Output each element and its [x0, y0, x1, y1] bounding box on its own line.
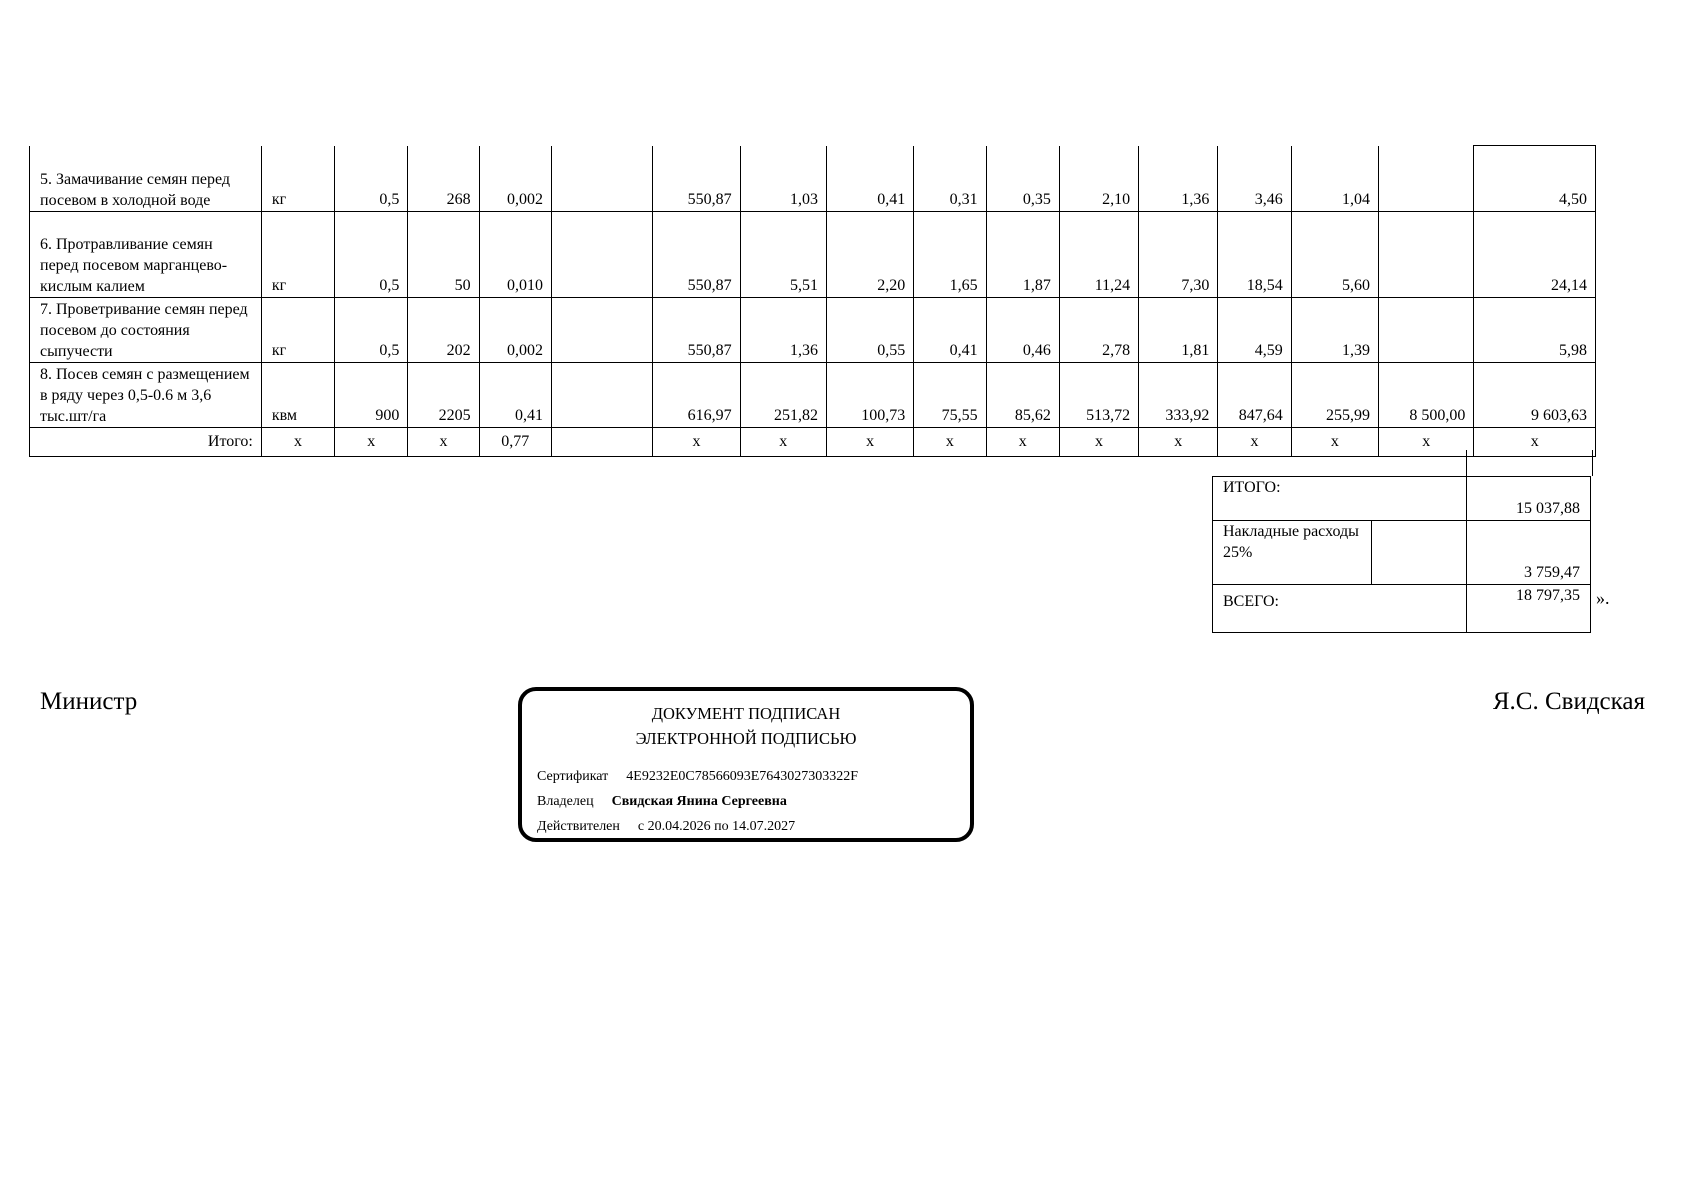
unit-cell: кг [261, 146, 334, 212]
value-cell: 268 [408, 146, 479, 212]
total-row [30, 428, 1596, 457]
value-cell: 100,73 [826, 363, 913, 428]
value-cell: 550,87 [653, 212, 740, 298]
value-cell: 8 500,00 [1379, 363, 1474, 428]
total-value-cell: х [1379, 428, 1474, 457]
electronic-signature-stamp [518, 687, 974, 842]
value-cell: 1,65 [914, 212, 986, 298]
total-value-cell: х [653, 428, 740, 457]
value-cell: 900 [335, 363, 408, 428]
value-cell [1379, 298, 1474, 363]
value-cell: 513,72 [1059, 363, 1138, 428]
value-cell: 255,99 [1291, 363, 1378, 428]
stamp-owner-value: Свидская Янина Сергеевна [611, 794, 787, 809]
value-cell: 2,10 [1059, 146, 1138, 212]
stamp-validity-row [537, 814, 970, 839]
value-cell: 4,50 [1474, 146, 1596, 212]
operation-name-cell: 8. Посев семян с размещением в ряду через 0,5-0.6 м 3,6 тыс.шт/га [30, 363, 262, 428]
value-cell: 0,002 [479, 146, 551, 212]
value-cell: 5,51 [740, 212, 826, 298]
total-value-cell: х [826, 428, 913, 457]
value-cell: 3,46 [1218, 146, 1291, 212]
value-cell: 0,010 [479, 212, 551, 298]
value-cell: 18,54 [1218, 212, 1291, 298]
stamp-validity-value: с 20.04.2026 по 14.07.2027 [637, 819, 796, 834]
overhead-value: 3 759,47 [1467, 521, 1591, 585]
overhead-empty-cell [1372, 521, 1467, 585]
value-cell [551, 212, 652, 298]
total-value-cell: х [261, 428, 334, 457]
value-cell: 0,41 [826, 146, 913, 212]
stamp-owner-row [537, 789, 970, 814]
value-cell: 0,5 [335, 212, 408, 298]
summary-table [1212, 476, 1591, 633]
value-cell: 550,87 [653, 298, 740, 363]
signatory-name: Я.С. Свидская [1492, 688, 1645, 715]
value-cell: 2,20 [826, 212, 913, 298]
operation-name-cell: 6. Протравливание семян перед посевом марганцево-кислым калием [30, 212, 262, 298]
value-cell: 0,002 [479, 298, 551, 363]
value-cell: 1,87 [986, 212, 1059, 298]
value-cell: 0,46 [986, 298, 1059, 363]
value-cell: 75,55 [914, 363, 986, 428]
value-cell: 333,92 [1139, 363, 1218, 428]
overhead-label: Накладные расходы 25% [1213, 521, 1372, 585]
value-cell: 50 [408, 212, 479, 298]
value-cell: 0,41 [914, 298, 986, 363]
value-cell: 0,5 [335, 298, 408, 363]
total-value-cell: х [1291, 428, 1378, 457]
total-value-cell: х [914, 428, 986, 457]
value-cell: 5,98 [1474, 298, 1596, 363]
unit-cell: кг [261, 298, 334, 363]
itogo-value: 15 037,88 [1467, 477, 1591, 521]
value-cell: 1,04 [1291, 146, 1378, 212]
unit-cell: квм [261, 363, 334, 428]
summary-row-overhead [1213, 521, 1591, 585]
total-label: Итого: [30, 428, 262, 457]
value-cell: 616,97 [653, 363, 740, 428]
table-row [30, 146, 1596, 212]
value-cell: 11,24 [1059, 212, 1138, 298]
total-value-cell: х [408, 428, 479, 457]
stamp-validity-label: Действителен [537, 819, 620, 834]
summary-row-vsego [1213, 585, 1591, 633]
summary-row-itogo [1213, 477, 1591, 521]
value-cell: 85,62 [986, 363, 1059, 428]
value-cell: 4,59 [1218, 298, 1291, 363]
signatory-position: Министр [40, 688, 138, 715]
value-cell: 24,14 [1474, 212, 1596, 298]
table-row [30, 298, 1596, 363]
value-cell: 1,36 [1139, 146, 1218, 212]
vsego-value: 18 797,35 [1467, 585, 1591, 633]
vsego-label: ВСЕГО: [1213, 585, 1467, 633]
stamp-certificate-label: Сертификат [537, 769, 609, 784]
value-cell: 7,30 [1139, 212, 1218, 298]
value-cell: 0,31 [914, 146, 986, 212]
value-cell [1379, 146, 1474, 212]
total-value-cell: х [1218, 428, 1291, 457]
total-value-cell: х [1474, 428, 1596, 457]
stamp-title-line1: ДОКУМЕНТ ПОДПИСАН [651, 704, 841, 723]
total-value-cell: х [1139, 428, 1218, 457]
value-cell: 2205 [408, 363, 479, 428]
stamp-title-line2: ЭЛЕКТРОННОЙ ПОДПИСЬЮ [635, 729, 857, 748]
total-value-cell: х [1059, 428, 1138, 457]
quote-end-mark: ». [1596, 588, 1610, 608]
value-cell [551, 363, 652, 428]
value-cell: 5,60 [1291, 212, 1378, 298]
value-cell: 202 [408, 298, 479, 363]
stamp-owner-label: Владелец [537, 794, 594, 809]
value-cell: 2,78 [1059, 298, 1138, 363]
value-cell [1379, 212, 1474, 298]
value-cell: 1,03 [740, 146, 826, 212]
value-cell: 550,87 [653, 146, 740, 212]
value-cell: 0,55 [826, 298, 913, 363]
stamp-certificate-value: 4E9232E0C78566093E7643027303322F [626, 769, 859, 784]
value-cell [551, 298, 652, 363]
value-cell: 251,82 [740, 363, 826, 428]
operation-name-cell: 7. Проветривание семян перед посевом до состояния сыпучести [30, 298, 262, 363]
value-cell: 0,35 [986, 146, 1059, 212]
table-row [30, 363, 1596, 428]
value-cell: 0,41 [479, 363, 551, 428]
value-cell: 1,81 [1139, 298, 1218, 363]
itogo-label: ИТОГО: [1213, 477, 1467, 521]
stamp-certificate-row [537, 764, 970, 789]
value-cell: 1,39 [1291, 298, 1378, 363]
total-value-cell: х [740, 428, 826, 457]
value-cell: 0,5 [335, 146, 408, 212]
unit-cell: кг [261, 212, 334, 298]
table-row [30, 212, 1596, 298]
operation-name-cell: 5. Замачивание семян перед посевом в холодной воде [30, 146, 262, 212]
cost-table [29, 145, 1596, 457]
table-gap-cell [1466, 450, 1593, 476]
total-value-cell [551, 428, 652, 457]
total-value-cell: х [335, 428, 408, 457]
value-cell: 9 603,63 [1474, 363, 1596, 428]
total-value-cell: 0,77 [479, 428, 551, 457]
total-value-cell: х [986, 428, 1059, 457]
value-cell: 847,64 [1218, 363, 1291, 428]
value-cell: 1,36 [740, 298, 826, 363]
value-cell [551, 146, 652, 212]
